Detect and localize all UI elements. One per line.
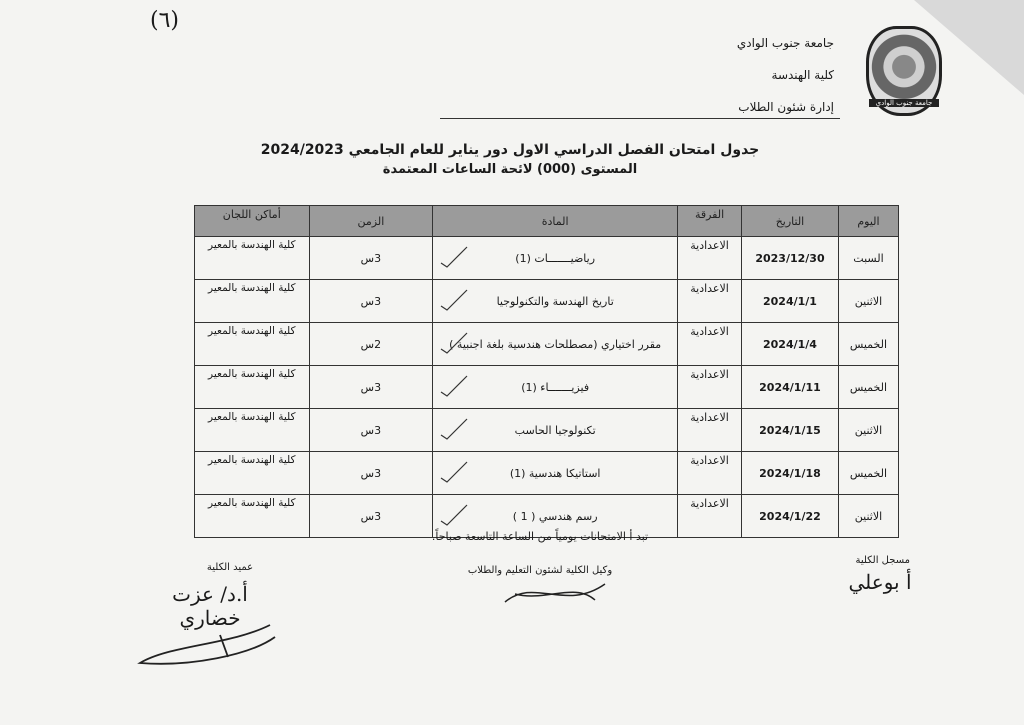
cell-subject: استاتيكا هندسية (1) <box>433 452 678 495</box>
cell-day: الخميس <box>838 366 898 409</box>
cell-year: الاعدادية <box>678 323 742 366</box>
university-name: جامعة جنوب الوادي <box>736 36 834 50</box>
table-header-row <box>195 206 899 237</box>
cell-location: كلية الهندسة بالمعير <box>195 323 310 366</box>
header-year: الفرقة <box>678 206 742 237</box>
cell-duration: 3س <box>309 237 433 280</box>
check-mark-icon <box>439 286 469 312</box>
check-mark-icon <box>439 501 469 527</box>
cell-subject: مقرر اختياري (مصطلحات هندسية بلغة اجنبية ) <box>433 323 678 366</box>
check-mark-icon <box>439 329 469 355</box>
cell-year: الاعدادية <box>678 280 742 323</box>
cell-duration: 3س <box>309 495 433 538</box>
cell-day: الاثنين <box>838 280 898 323</box>
exam-start-note: تبد أ الامتحانات يومياً من الساعة التاسعة صباحاً. <box>431 530 649 543</box>
cell-day: السبت <box>838 237 898 280</box>
cell-year: الاعدادية <box>678 495 742 538</box>
cell-location: كلية الهندسة بالمعير <box>195 237 310 280</box>
university-logo <box>866 26 942 116</box>
logo-caption: جامعة جنوب الوادي <box>869 99 939 107</box>
cell-location: كلية الهندسة بالمعير <box>195 366 310 409</box>
table-row <box>195 323 899 366</box>
cell-location: كلية الهندسة بالمعير <box>195 409 310 452</box>
cell-day: الاثنين <box>838 409 898 452</box>
cell-duration: 3س <box>309 409 433 452</box>
cell-location: كلية الهندسة بالمعير <box>195 495 310 538</box>
cell-day: الاثنين <box>838 495 898 538</box>
cell-subject: تاريخ الهندسة والتكنولوجيا <box>433 280 678 323</box>
table-row <box>195 366 899 409</box>
dean-signature-flourish <box>130 615 280 675</box>
check-mark-icon <box>439 243 469 269</box>
header-duration: الزمن <box>309 206 433 237</box>
table-row <box>195 452 899 495</box>
department-name: إدارة شئون الطلاب <box>738 100 834 114</box>
dean-label: عميد الكلية <box>206 562 254 573</box>
check-mark-icon <box>439 415 469 441</box>
header-location: أماكن اللجان <box>195 206 310 237</box>
vice-dean-signature <box>495 572 615 612</box>
table-row <box>195 280 899 323</box>
exam-schedule-table <box>194 205 899 538</box>
registrar-signature: أ بوعلي <box>848 570 912 594</box>
cell-date: 2023/12/30 <box>742 237 839 280</box>
cell-location: كلية الهندسة بالمعير <box>195 280 310 323</box>
check-mark-icon <box>439 372 469 398</box>
registrar-label: مسجل الكلية <box>855 555 910 566</box>
cell-duration: 2س <box>309 323 433 366</box>
header-day: اليوم <box>838 206 898 237</box>
cell-date: 2024/1/18 <box>742 452 839 495</box>
dean-signature: أ.د/ عزت خضاري <box>172 582 248 630</box>
cell-subject: فيزيـــــــاء (1) <box>433 366 678 409</box>
cell-year: الاعدادية <box>678 237 742 280</box>
page-number: (٦) <box>150 8 180 33</box>
table-row <box>195 237 899 280</box>
cell-duration: 3س <box>309 280 433 323</box>
cell-date: 2024/1/1 <box>742 280 839 323</box>
cell-date: 2024/1/22 <box>742 495 839 538</box>
table-row <box>195 409 899 452</box>
check-mark-icon <box>439 458 469 484</box>
cell-duration: 3س <box>309 452 433 495</box>
cell-date: 2024/1/4 <box>742 323 839 366</box>
header-subject: المادة <box>433 206 678 237</box>
cell-duration: 3س <box>309 366 433 409</box>
cell-year: الاعدادية <box>678 409 742 452</box>
cell-year: الاعدادية <box>678 452 742 495</box>
schedule-subtitle: المستوى (000) لائحة الساعات المعتمدة <box>382 162 638 177</box>
vice-dean-label: وكيل الكلية لشئون التعليم والطلاب <box>467 565 613 576</box>
cell-subject: رسم هندسي ( 1 ) <box>433 495 678 538</box>
cell-date: 2024/1/15 <box>742 409 839 452</box>
cell-date: 2024/1/11 <box>742 366 839 409</box>
schedule-title: جدول امتحان الفصل الدراسي الاول دور يناير للعام الجامعي 2024/2023 <box>260 142 760 158</box>
faculty-name: كلية الهندسة <box>771 68 834 82</box>
cell-subject: تكنولوجيا الحاسب <box>433 409 678 452</box>
cell-day: الخميس <box>838 452 898 495</box>
cell-subject: رياضيـــــــات (1) <box>433 237 678 280</box>
header-date: التاريخ <box>742 206 839 237</box>
cell-year: الاعدادية <box>678 366 742 409</box>
header-divider <box>440 118 840 119</box>
cell-location: كلية الهندسة بالمعير <box>195 452 310 495</box>
cell-day: الخميس <box>838 323 898 366</box>
